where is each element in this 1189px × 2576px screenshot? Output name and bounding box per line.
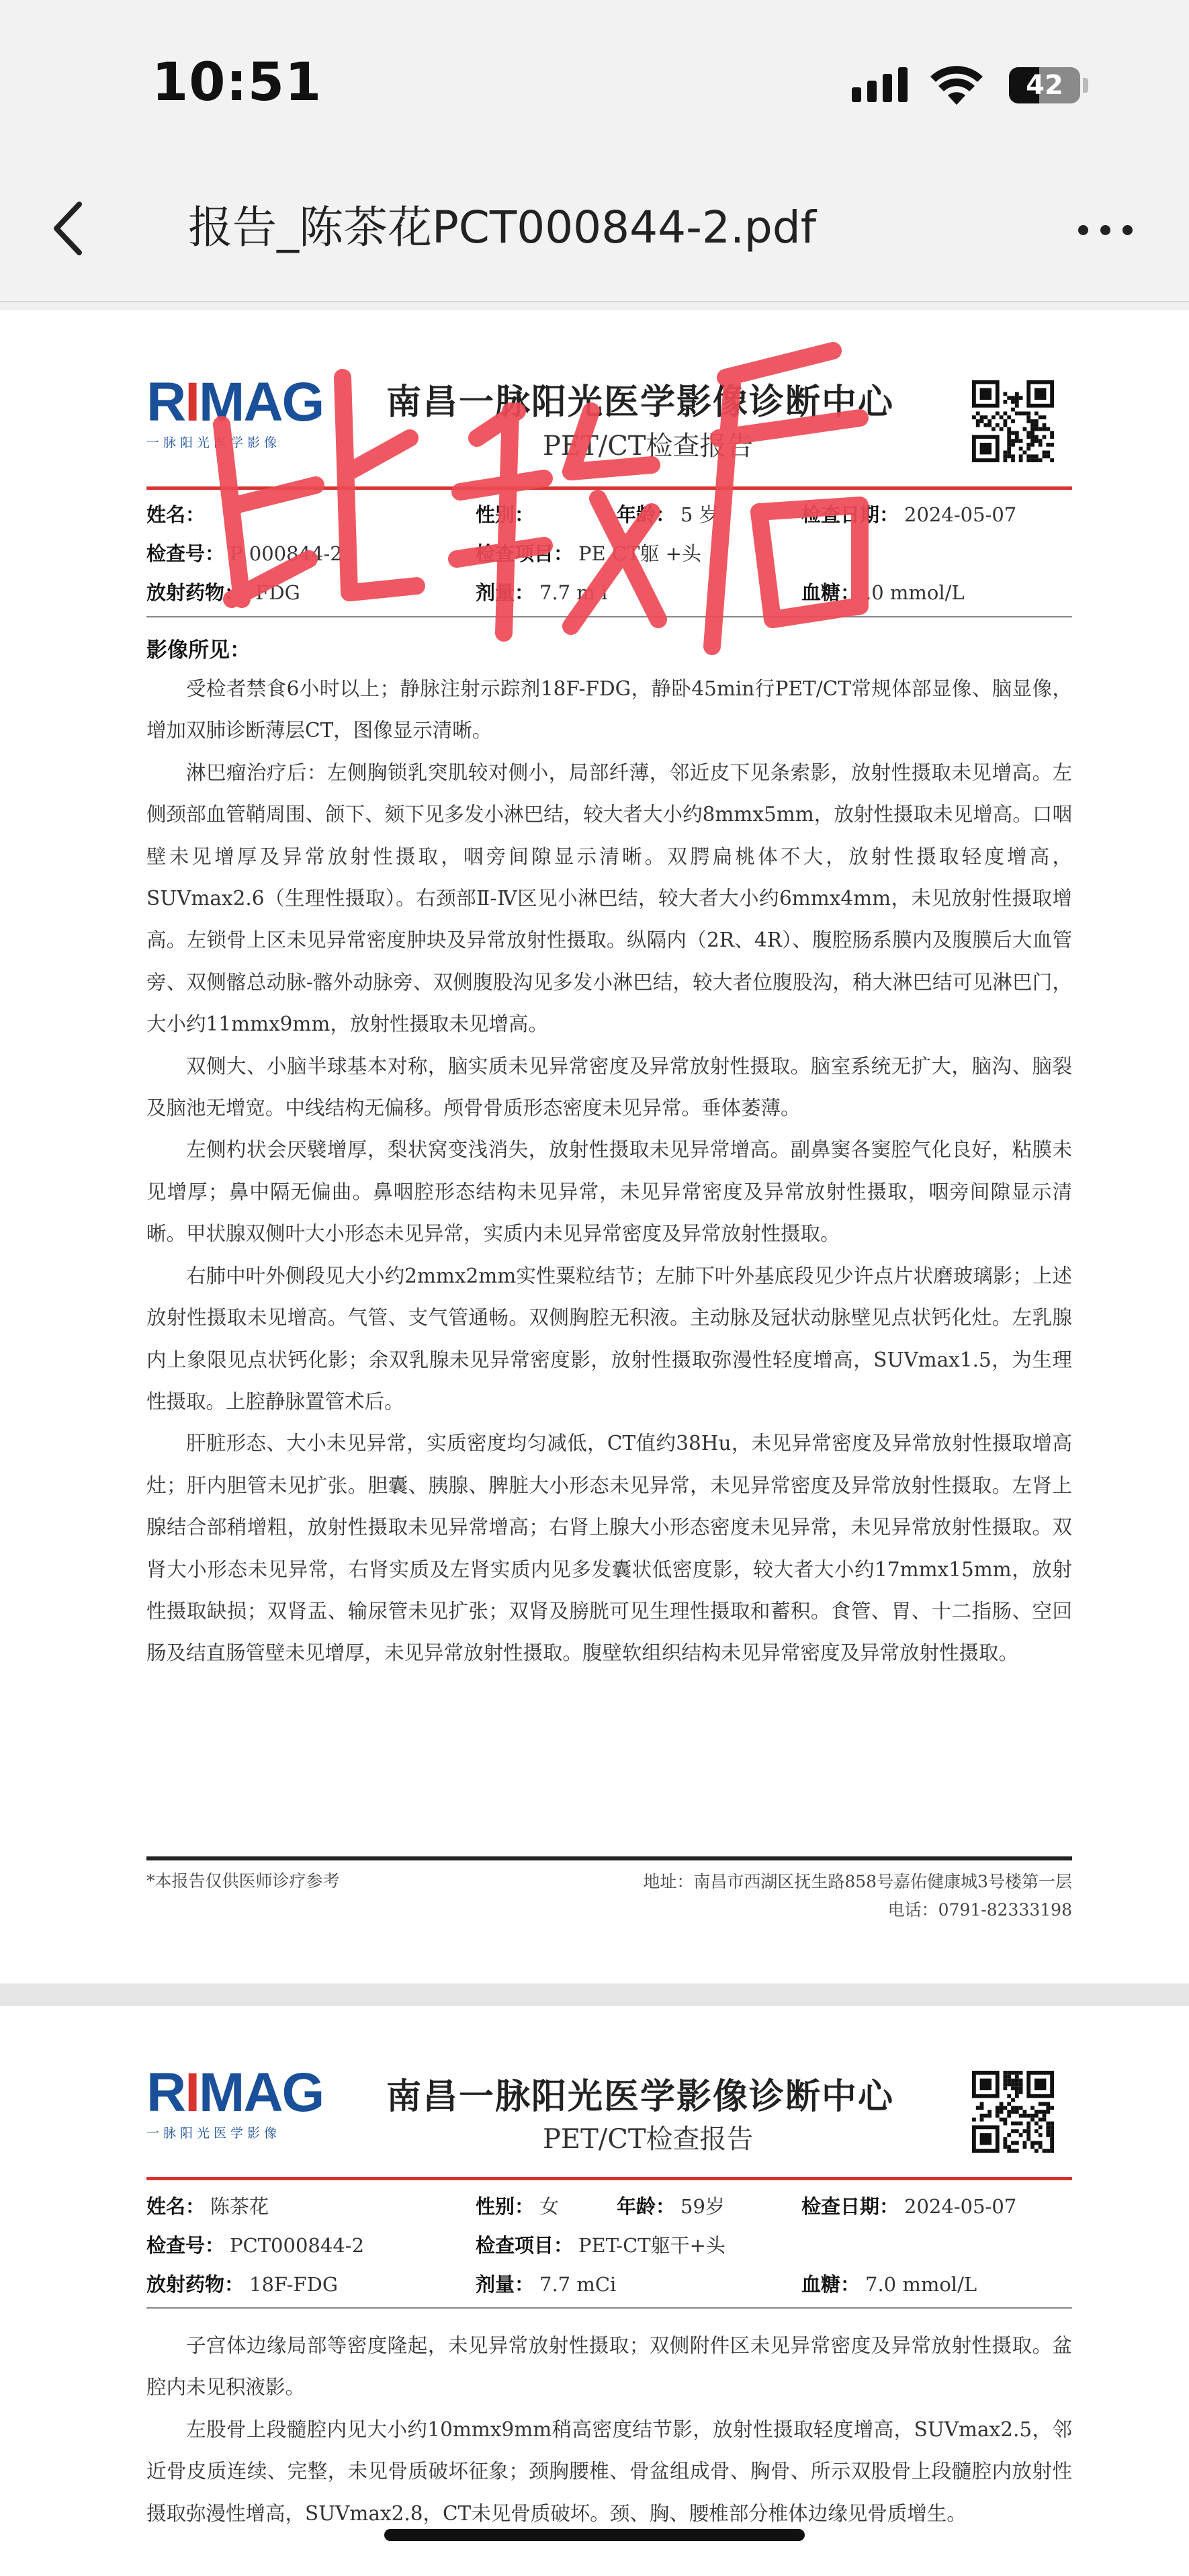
- finding-paragraph: 受检者禁食6小时以上；静脉注射示踪剂18F-FDG，静卧45min行PET/CT常规体部显像、脑显像，增加双肺诊断薄层CT，图像显示清晰。: [146, 677, 1072, 742]
- footer-note: *本报告仅供医师诊疗参考: [146, 1871, 340, 1891]
- findings-body: [146, 2325, 1072, 2534]
- exam-item: PE CT躯 +头: [578, 542, 701, 565]
- exam-date: 2024-05-07: [904, 503, 1017, 526]
- report-title: PET/CT检查报告: [543, 2124, 754, 2155]
- logo-subtitle: 一脉阳光医学影像: [146, 435, 281, 450]
- qr-code-icon: [972, 380, 1054, 462]
- radiotracer: 18F-FDG: [249, 2273, 339, 2296]
- chevron-left-icon[interactable]: [42, 195, 95, 262]
- footer-address: 地址：南昌市西湖区抚生路858号嘉佑健康城3号楼第一层: [643, 1872, 1072, 1891]
- rimag-logo: [146, 372, 348, 451]
- finding-paragraph: 肝脏形态、大小未见异常，实质密度均匀减低，CT值约38Hu，未见异常密度及异常放射性摄取增高灶；肝内胆管未见扩张。胆囊、胰腺、脾脏大小形态未见异常，未见异常密度及异常放射性摄取。左肾上腺结合部稍增粗，放射性摄取未见异常增高；右肾上腺大小形态密度未见异常，未见异常放射性摄取。双肾大小形态未见异常，右肾实质及左肾实质内见多发囊状低密度影，较大者大小约17mmx15mm，放射性摄取缺损；双肾盂、输尿管未见扩张；双肾及膀胱可见生理性摄取和蓄积。食管、胃、十二指肠、空回肠及结直肠管壁未见增厚，未见异常放射性摄取。腹壁软组织结构未见异常密度及异常放射性摄取。: [146, 1432, 1072, 1665]
- dose: 7.7 mCi: [539, 2273, 617, 2296]
- footer-rule: [146, 1856, 1072, 1860]
- patient-age: 5 岁: [680, 503, 719, 526]
- patient-name: 陈茶花: [210, 2195, 269, 2218]
- patient-info: 姓名： 陈茶花 性别： 女 年龄： 59岁 检查日期： 2024-05-07 检查号： PCT000844-2 检查项目： PET-CT躯干+头 放射药物： 18F-FDG 剂量： 7.7 mCi 血糖： 7.0 mmol/L: [146, 2195, 1017, 2296]
- blood-glucose: .0 mmol/L: [865, 581, 965, 604]
- radiotracer: FDG: [249, 581, 300, 604]
- battery-icon: [1009, 67, 1080, 103]
- pdf-page-1: [0, 310, 1189, 1983]
- battery-tip: [1083, 78, 1088, 93]
- qr-code-icon: [972, 2071, 1054, 2153]
- rimag-logo: [146, 2062, 348, 2141]
- patient-sex: 女: [539, 2195, 560, 2218]
- header-rule: [146, 2177, 1072, 2180]
- logo-subtitle: 一脉阳光医学影像: [146, 2126, 281, 2141]
- blood-glucose: 7.0 mmol/L: [865, 2273, 977, 2296]
- patient-info: 姓名： 性别： 年龄： 5 岁 检查日期： 2024-05-07 检查号： P 000844-2 检查项目： PE CT躯 +头 放射药物： FDG 剂量： 7.7 m i 血糖： .0 mmol/L: [146, 503, 1017, 604]
- patient-age: 59岁: [680, 2195, 725, 2218]
- battery-level: 42: [1026, 70, 1063, 101]
- footer-phone: 电话：0791-82333198: [887, 1900, 1072, 1920]
- org-name: 南昌一脉阳光医学影像诊断中心: [386, 2076, 895, 2117]
- ellipsis-icon[interactable]: [1068, 210, 1142, 250]
- finding-paragraph: 左股骨上段髓腔内见大小约10mmx9mm稍高密度结节影，放射性摄取轻度增高，SUVmax2.5，邻近骨皮质连续、完整，未见骨质破坏征象；颈胸腰椎、骨盆组成骨、胸骨、所示双股骨上段髓腔内放射性摄取弥漫性增高，SUVmax2.8，CT未见骨质破坏。颈、胸、腰椎部分椎体边缘见骨质增生。: [146, 2417, 1072, 2525]
- info-rule: [146, 616, 1072, 617]
- org-name: 南昌一脉阳光医学影像诊断中心: [386, 382, 895, 423]
- document-title: 报告_陈茶花PCT000844-2.pdf: [188, 202, 816, 253]
- nav-bar: [0, 168, 1189, 302]
- logo-wordmark: RIMAG: [146, 372, 324, 433]
- finding-paragraph: 双侧大、小脑半球基本对称，脑实质未见异常密度及异常放射性摄取。脑室系统无扩大，脑沟、脑裂及脑池无增宽。中线结构无偏移。颅骨骨质形态密度未见异常。垂体萎薄。: [146, 1054, 1072, 1120]
- finding-paragraph: 淋巴瘤治疗后：左侧胸锁乳突肌较对侧小，局部纤薄，邻近皮下见条索影，放射性摄取未见增高。左侧颈部血管鞘周围、颌下、颏下见多发小淋巴结，较大者大小约8mmx5mm，放射性摄取未见增高。口咽壁未见增厚及异常放射性摄取，咽旁间隙显示清晰。双腭扁桃体不大，放射性摄取轻度增高，SUVmax2.6（生理性摄取）。右颈部Ⅱ-Ⅳ区见小淋巴结，较大者大小约6mmx4mm，未见放射性摄取增高。左锁骨上区未见异常密度肿块及异常放射性摄取。纵隔内（2R、4R）、腹腔肠系膜内及腹膜后大血管旁、双侧髂总动脉-髂外动脉旁、双侧腹股沟见多发小淋巴结，较大者位腹股沟，稍大淋巴结可见淋巴门，大小约11mmx9mm，放射性摄取未见增高。: [146, 761, 1072, 1036]
- exam-item: PET-CT躯干+头: [578, 2234, 725, 2257]
- status-time: 10:51: [152, 52, 322, 113]
- info-rule: [146, 2307, 1072, 2309]
- cellular-signal-icon: [852, 67, 908, 102]
- findings-body: [146, 668, 1072, 1674]
- exam-number: PCT000844-2: [230, 2234, 365, 2257]
- finding-paragraph: 右肺中叶外侧段见大小约2mmx2mm实性粟粒结节；左肺下叶外基底段见少许点片状磨玻璃影；上述放射性摄取未见增高。气管、支气管通畅。双侧胸腔无积液。主动脉及冠状动脉壁见点状钙化灶。左乳腺内上象限见点状钙化影；余双乳腺未见异常密度影，放射性摄取弥漫性轻度增高，SUVmax1.5，为生理性摄取。上腔静脉置管术后。: [146, 1264, 1072, 1413]
- findings-heading: 影像所见：: [146, 638, 251, 662]
- report-title: PET/CT检查报告: [543, 431, 754, 462]
- home-indicator[interactable]: [384, 2529, 805, 2541]
- page-separator: [0, 1983, 1189, 2006]
- pdf-page-2: [0, 2006, 1189, 2576]
- exam-number: P 000844-2: [230, 542, 343, 565]
- finding-paragraph: 子宫体边缘局部等密度隆起，未见异常放射性摄取；双侧附件区未见异常密度及异常放射性摄取。盆腔内未见积液影。: [146, 2334, 1072, 2399]
- header-rule: [146, 486, 1072, 490]
- dose: 7.7 m i: [539, 581, 608, 604]
- finding-paragraph: 左侧杓状会厌襞增厚，梨状窝变浅消失，放射性摄取未见异常增高。副鼻窦各窦腔气化良好，粘膜未见增厚；鼻中隔无偏曲。鼻咽腔形态结构未见异常，未见异常密度及异常放射性摄取，咽旁间隙显示清晰。甲状腺双侧叶大小形态未见异常，实质内未见异常密度及异常放射性摄取。: [146, 1138, 1072, 1246]
- status-bar: [0, 0, 1189, 168]
- wifi-icon: [929, 65, 984, 106]
- footer-address-block: [643, 1868, 1072, 1924]
- logo-wordmark: RIMAG: [146, 2062, 324, 2123]
- exam-date: 2024-05-07: [904, 2195, 1017, 2218]
